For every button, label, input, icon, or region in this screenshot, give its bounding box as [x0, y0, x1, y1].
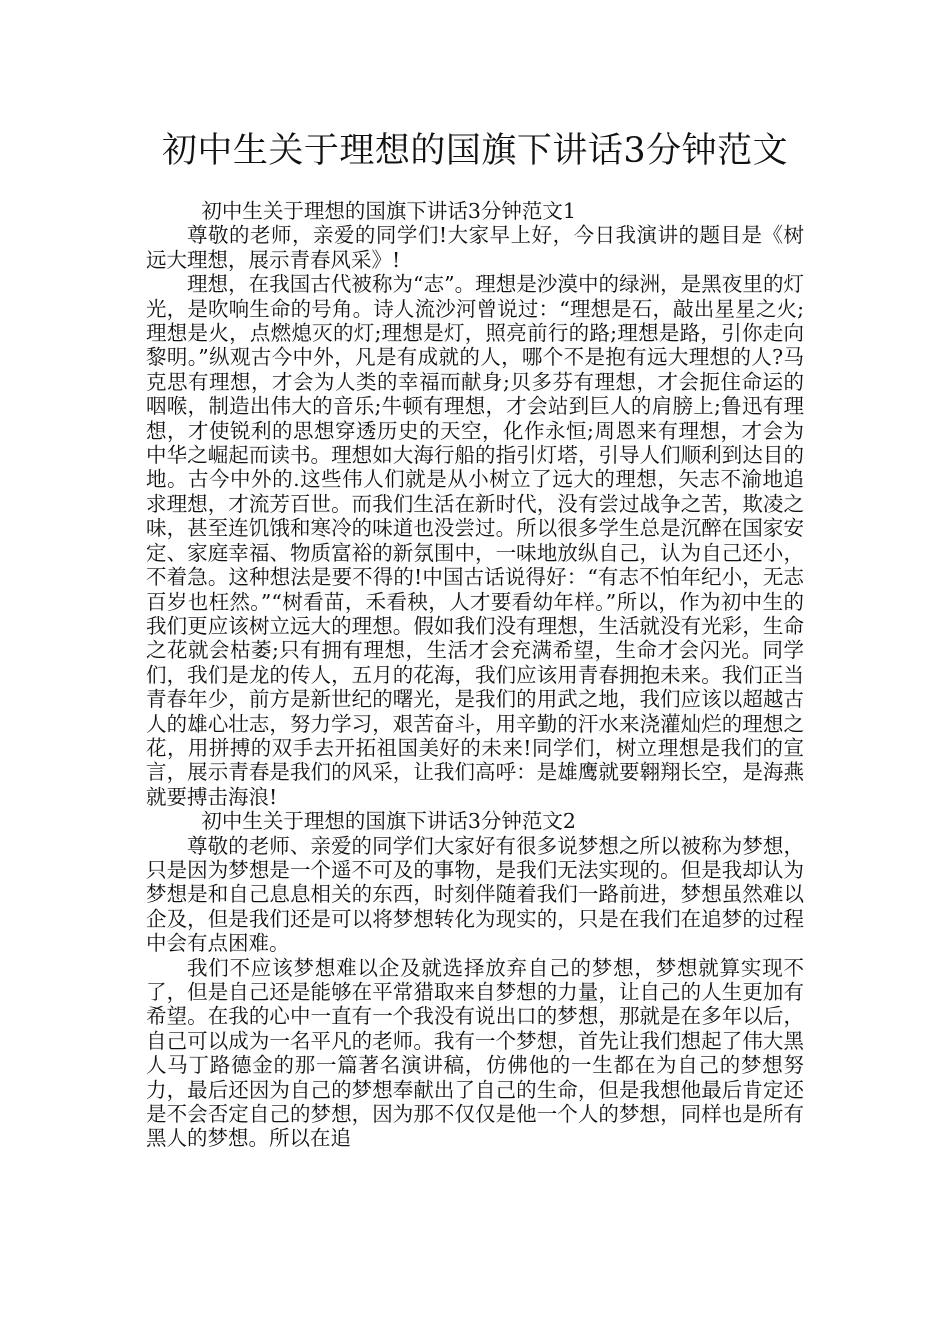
paragraph-ideals-speech: 理想，在我国古代被称为“志”。理想是沙漠中的绿洲，是黑夜里的灯光，是吹响生命的号角。诗人流沙河曾说过：“理想是石，敲出星星之火;理想是火，点燃熄灭的灯;理想是灯，照亮前行的路;理想是路，引你走向黎明。”纵观古今中外，凡是有成就的人，哪个不是抱有远大理想的人?马克思有理想，才会为人类的幸福而献身;贝多芬有理想，才会扼住命运的咽喉，制造出伟大的音乐;牛顿有理想，才会站到巨人的肩膀上;鲁迅有理想，才使锐利的思想穿透历史的天空，化作永恒;周恩来有理想，才会为中华之崛起而读书。理想如大海行船的指引灯塔，引导人们顺利到达目的地。古今中外的.这些伟人们就是从小树立了远大的理想，矢志不渝地追求理想，才流芳百世。而我们生活在新时代，没有尝过战争之苦，欺凌之味，甚至连饥饿和寒冷的味道也没尝过。所以很多学生总是沉醉在国家安定、家庭幸福、物质富裕的新氛围中，一味地放纵自己，认为自己还小，不着急。这种想法是要不得的!中国古话说得好：“有志不怕年纪小，无志百岁也枉然。”“树看苗，禾看秧，人才要看幼年样。”所以，作为初中生的我们更应该树立远大的理想。假如我们没有理想，生活就没有光彩，生命之花就会枯萎;只有拥有理想，生活才会充满希望，生命才会闪光。同学们，我们是龙的传人，五月的花海，我们应该用青春拥抱未来。我们正当青春年少，前方是新世纪的曙光，是我们的用武之地，我们应该以超越古人的雄心壮志，努力学习，艰苦奋斗，用辛勤的汗水来浇灌灿烂的理想之花，用拼搏的双手去开拓祖国美好的未来!同学们，树立理想是我们的宣言，展示青春是我们的风采，让我们高呼：是雄鹰就要翱翔长空，是海燕就要搏击海浪! — [146, 272, 804, 809]
document-body — [146, 199, 804, 1151]
paragraph-greeting-2: 尊敬的老师、亲爱的同学们大家好有很多说梦想之所以被称为梦想，只是因为梦想是一个遥不可及的事物，是我们无法实现的。但是我却认为梦想是和自己息息相关的东西，时刻伴随着我们一路前进，梦想虽然难以企及，但是我们还是可以将梦想转化为现实的，只是在我们在追梦的过程中会有点困难。 — [146, 833, 804, 956]
paragraph-dream-speech: 我们不应该梦想难以企及就选择放弃自己的梦想，梦想就算实现不了，但是自己还是能够在平常猎取来自梦想的力量，让自己的人生更加有希望。在我的心中一直有一个我没有说出口的梦想，那就是在多年以后，自己可以成为一名平凡的老师。我有一个梦想，首先让我们想起了伟大黑人马丁路德金的那一篇著名演讲稿，仿佛他的一生都在为自己的梦想努力，最后还因为自己的梦想奉献出了自己的生命，但是我想他最后肯定还是不会否定自己的梦想，因为那不仅仅是他一个人的梦想，同样也是所有黑人的梦想。所以在追 — [146, 955, 804, 1151]
document-title: 初中生关于理想的国旗下讲话3分钟范文 — [161, 131, 789, 171]
section-heading-1: 初中生关于理想的国旗下讲话3分钟范文1 — [201, 199, 576, 223]
paragraph-greeting-1: 尊敬的老师，亲爱的同学们!大家早上好，今日我演讲的题目是《树远大理想，展示青春风采》! — [146, 223, 804, 272]
section-heading-2: 初中生关于理想的国旗下讲话3分钟范文2 — [201, 809, 576, 834]
